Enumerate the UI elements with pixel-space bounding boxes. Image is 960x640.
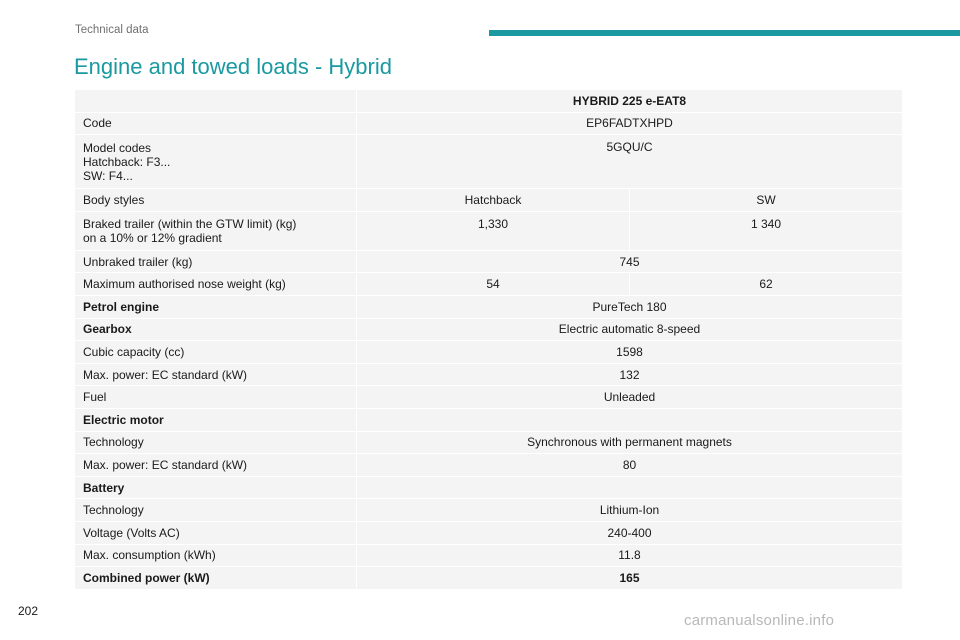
table-row-max-consumption (75, 544, 903, 567)
table-row-voltage (75, 521, 903, 544)
row-label: Petrol engine (75, 295, 357, 318)
row-label: Code (75, 112, 357, 135)
page-number: 202 (18, 604, 39, 618)
watermark: carmanualsonline.info (684, 612, 835, 629)
table-row-combined-power (75, 567, 903, 590)
row-value: EP6FADTXHPD (357, 112, 903, 135)
section-label: Technical data (75, 24, 149, 36)
table-row-fuel (75, 386, 903, 409)
row-label: Body styles (75, 189, 357, 212)
table-row-model-codes (75, 135, 903, 189)
label-line: Model codes (83, 140, 152, 155)
row-label (75, 135, 357, 189)
table-header-row (75, 90, 903, 113)
row-value-sw: SW (630, 189, 903, 212)
row-label: Electric motor (75, 408, 357, 431)
table-row-code (75, 112, 903, 135)
row-value: 80 (357, 454, 903, 477)
table-row-battery (75, 476, 903, 499)
row-label: Cubic capacity (cc) (75, 341, 357, 364)
table-row-cubic-capacity (75, 341, 903, 364)
row-value-empty (357, 476, 903, 499)
row-label: Max. power: EC standard (kW) (75, 454, 357, 477)
row-value-hatchback: 54 (357, 273, 630, 296)
table-row-electric-motor (75, 408, 903, 431)
row-label: Max. power: EC standard (kW) (75, 363, 357, 386)
row-label (75, 211, 357, 250)
row-value: 1598 (357, 341, 903, 364)
row-value-empty (357, 408, 903, 431)
row-value-sw: 62 (630, 273, 903, 296)
row-label: Technology (75, 499, 357, 522)
row-label: Unbraked trailer (kg) (75, 250, 357, 273)
row-value: 165 (357, 567, 903, 590)
row-label: Gearbox (75, 318, 357, 341)
label-line: SW: F4... (83, 168, 133, 183)
label-line: on a 10% or 12% gradient (83, 230, 222, 245)
table-row-gearbox (75, 318, 903, 341)
row-value: 5GQU/C (357, 135, 903, 189)
row-label: Maximum authorised nose weight (kg) (75, 273, 357, 296)
row-label: Battery (75, 476, 357, 499)
row-value: PureTech 180 (357, 295, 903, 318)
table-row-unbraked-trailer (75, 250, 903, 273)
row-value: 745 (357, 250, 903, 273)
header-empty-cell (75, 90, 357, 113)
table-row-motor-technology (75, 431, 903, 454)
table-row-braked-trailer (75, 211, 903, 250)
table-row-max-power-motor (75, 454, 903, 477)
row-value: 132 (357, 363, 903, 386)
spec-table (74, 89, 903, 590)
row-value: Synchronous with permanent magnets (357, 431, 903, 454)
row-value-hatchback: 1,330 (357, 211, 630, 250)
page-title: Engine and towed loads - Hybrid (74, 54, 392, 79)
row-label: Combined power (kW) (75, 567, 357, 590)
header-accent-bar (489, 30, 960, 36)
row-value: 240-400 (357, 521, 903, 544)
row-value: Unleaded (357, 386, 903, 409)
row-label: Fuel (75, 386, 357, 409)
row-value: 11.8 (357, 544, 903, 567)
table-row-max-power-engine (75, 363, 903, 386)
row-value: Electric automatic 8-speed (357, 318, 903, 341)
table-row-body-styles (75, 189, 903, 212)
row-label: Voltage (Volts AC) (75, 521, 357, 544)
label-line: Braked trailer (within the GTW limit) (kg) (83, 216, 297, 231)
table-row-nose-weight (75, 273, 903, 296)
row-value-hatchback: Hatchback (357, 189, 630, 212)
table-row-battery-technology (75, 499, 903, 522)
row-label: Max. consumption (kWh) (75, 544, 357, 567)
label-line: Hatchback: F3... (83, 154, 171, 169)
table-row-petrol-engine (75, 295, 903, 318)
row-value-sw: 1 340 (630, 211, 903, 250)
row-label: Technology (75, 431, 357, 454)
model-header: HYBRID 225 e-EAT8 (357, 90, 903, 113)
row-value: Lithium-Ion (357, 499, 903, 522)
